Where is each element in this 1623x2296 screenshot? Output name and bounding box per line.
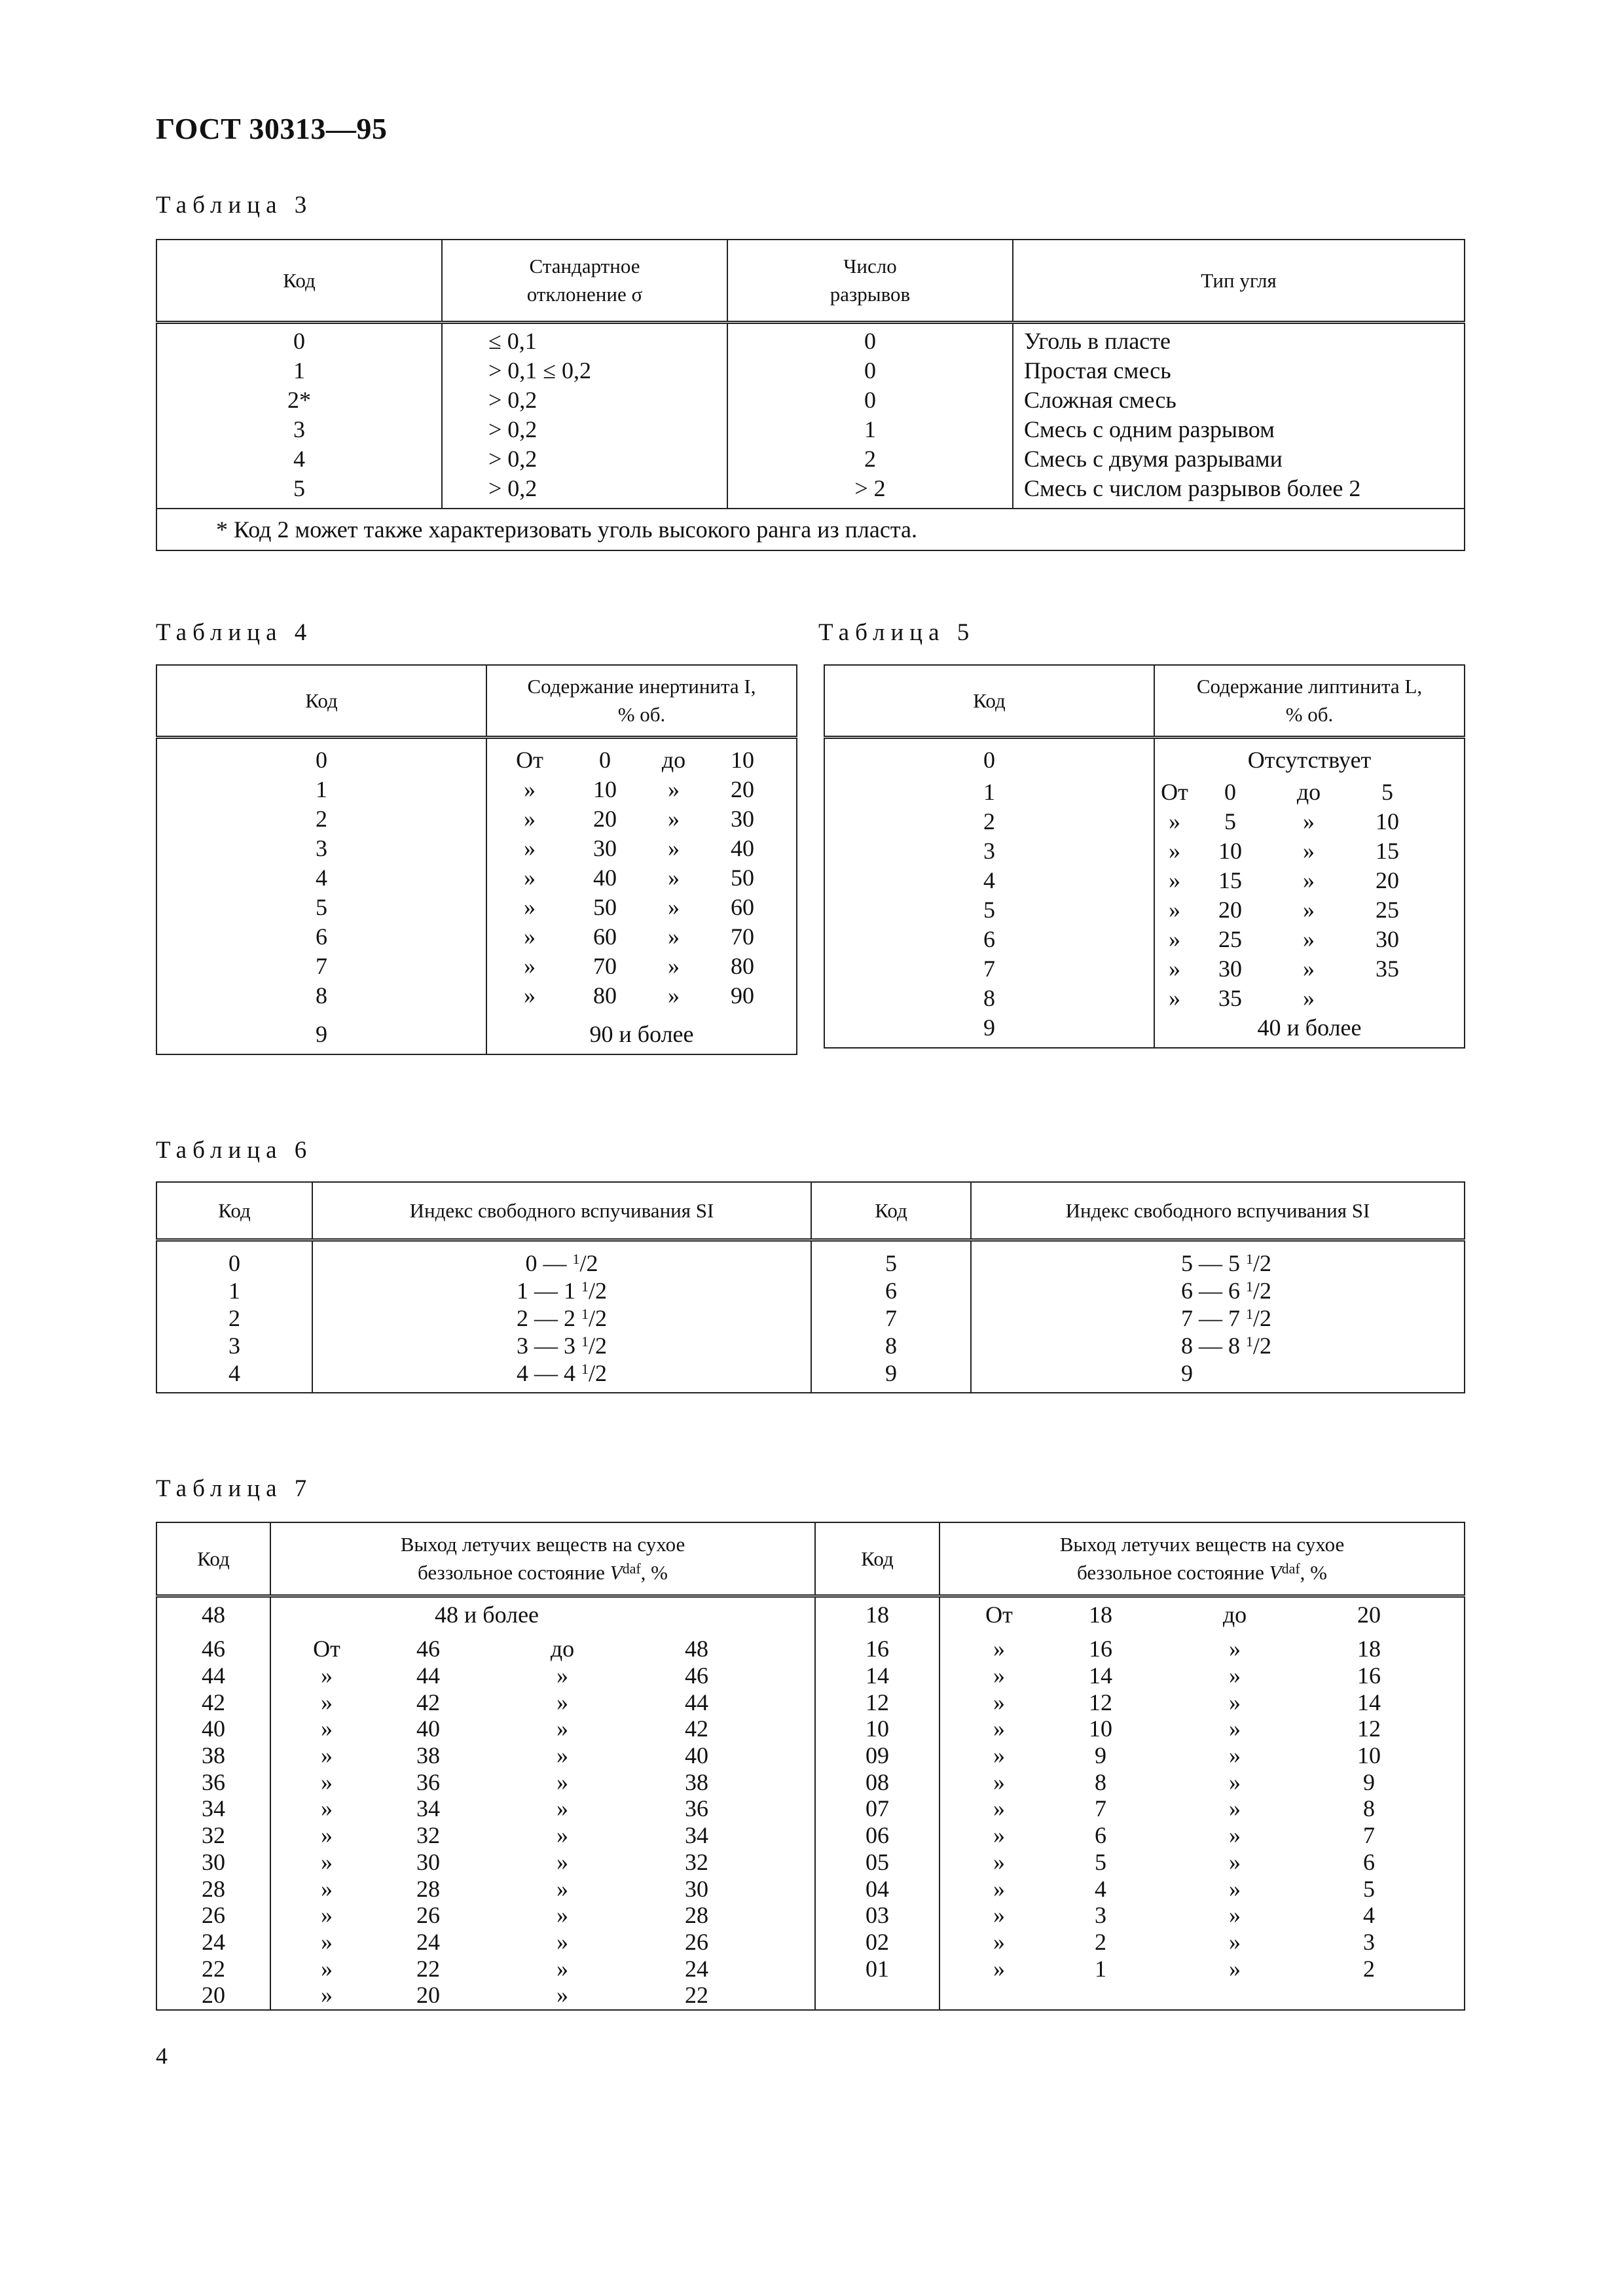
table-row: » 26 » 28 xyxy=(321,1902,708,1929)
table-cell: 3 xyxy=(293,416,305,442)
table-cell: 48 и более xyxy=(435,1601,539,1628)
table-row: » 36 » 38 xyxy=(321,1768,708,1795)
table-row: » 80 » 90 xyxy=(524,982,754,1009)
table-row: » 6 » 7 xyxy=(993,1822,1375,1849)
table-cell: 40 и более xyxy=(1257,1014,1362,1041)
table-cell: 5 xyxy=(885,1249,897,1276)
table-cell: 08 xyxy=(866,1768,889,1795)
table-cell: 1 — 1 $^1$/2 xyxy=(516,1277,607,1304)
table-cell: 07 xyxy=(866,1795,889,1822)
table-cell: 5 xyxy=(983,896,995,923)
table-cell: 6 — 6 $^1$/2 xyxy=(1181,1277,1272,1304)
table-cell: 4 xyxy=(983,867,995,893)
table-row: » 50 » 60 xyxy=(524,893,754,920)
table-7-ranges-left xyxy=(270,1596,815,2009)
table-row: » 30 » 40 xyxy=(524,834,754,861)
table-6-header-index-right: Индекс свободного вспучивания SI xyxy=(971,1182,1465,1240)
table-row: » 20 » 30 xyxy=(524,805,754,832)
table-cell: 48 xyxy=(202,1601,225,1628)
table-cell: Смесь с числом разрывов более 2 xyxy=(1024,475,1361,501)
table-cell: 40 xyxy=(202,1715,225,1742)
table-cell: 4 — 4 $^1$/2 xyxy=(516,1359,607,1386)
table-cell: > 0,2 xyxy=(488,445,538,472)
table-cell: 0 xyxy=(864,357,876,384)
table-cell: 3 xyxy=(316,834,327,861)
table-cell: 04 xyxy=(866,1875,889,1902)
table-cell: 1 xyxy=(983,778,995,805)
table-cell: 4 xyxy=(228,1359,240,1386)
table-3 xyxy=(156,239,1465,551)
table-row: » 28 » 30 xyxy=(321,1875,708,1902)
table-row: » 9 » 10 xyxy=(993,1742,1381,1769)
table-cell: 42 xyxy=(202,1689,225,1715)
table-4-codes xyxy=(156,737,486,1053)
table-row: » 10 » 12 xyxy=(993,1715,1381,1742)
table-cell: 28 xyxy=(202,1875,225,1902)
table-cell: 2 xyxy=(228,1304,240,1331)
table-cell: 2 xyxy=(316,805,327,832)
table-3-header-sigma: Стандартное отклонение σ xyxy=(442,240,727,322)
table-cell: 0 xyxy=(228,1249,240,1276)
table-6-header-index-left: Индекс свободного вспучивания SI xyxy=(312,1182,811,1240)
table-5-codes xyxy=(824,737,1154,1047)
table-row: От 0 до 5 xyxy=(1161,778,1393,805)
table-3-footnote: * Код 2 может также характеризовать уголь высокого ранга из пласта. xyxy=(156,509,1465,550)
table-cell: 5 xyxy=(293,475,305,501)
table-cell: 8 — 8 $^1$/2 xyxy=(1181,1332,1272,1359)
table-cell: 0 xyxy=(293,327,305,354)
table-cell: 01 xyxy=(866,1955,889,1982)
table-cell: Отсутствует xyxy=(1247,746,1372,773)
table-cell: 5 — 5 $^1$/2 xyxy=(1181,1249,1272,1276)
table-cell: 03 xyxy=(866,1902,889,1929)
table-6-ranges-right xyxy=(971,1240,1465,1391)
table-cell: 1 xyxy=(293,357,305,384)
table-cell: 06 xyxy=(866,1822,889,1849)
table-cell: 20 xyxy=(202,1982,225,2009)
table-cell: 26 xyxy=(202,1902,225,1929)
table-5-caption: Таблица 5 xyxy=(818,619,976,646)
table-row: » 3 » 4 xyxy=(993,1902,1375,1929)
table-cell: 6 xyxy=(885,1277,897,1304)
document-code: ГОСТ 30313—95 xyxy=(156,112,388,145)
table-cell: 4 xyxy=(316,864,327,891)
page-number: 4 xyxy=(156,2043,168,2069)
table-cell: 30 xyxy=(202,1848,225,1875)
table-cell: 24 xyxy=(202,1928,225,1955)
table-cell: 7 xyxy=(885,1304,897,1331)
table-cell: > 0,1 ≤ 0,2 xyxy=(488,357,592,384)
table-cell: Смесь с двумя разрывами xyxy=(1024,445,1283,472)
table-cell: 22 xyxy=(202,1955,225,1982)
table-cell: 3 xyxy=(983,837,995,864)
table-cell: 16 xyxy=(866,1636,889,1662)
table-6-caption: Таблица 6 xyxy=(156,1137,313,1164)
table-cell: 6 xyxy=(316,923,327,950)
table-7 xyxy=(156,1522,1465,2011)
table-row: » 20 » 25 xyxy=(1169,896,1399,923)
table-cell: 14 xyxy=(866,1662,889,1689)
table-cell: 8 xyxy=(983,984,995,1011)
table-row: » 38 » 40 xyxy=(321,1742,708,1769)
table-row: От 0 до 10 xyxy=(516,746,754,773)
table-row: От 18 до 20 xyxy=(985,1601,1381,1628)
table-row: » 35 » xyxy=(1169,984,1315,1011)
table-cell: ≤ 0,1 xyxy=(488,327,537,354)
table-cell: 7 xyxy=(316,952,327,979)
table-4-header-code: Код xyxy=(156,665,486,737)
table-cell: 0 xyxy=(983,746,995,773)
table-cell: 90 и более xyxy=(589,1020,694,1047)
table-cell: 0 xyxy=(316,746,327,773)
table-cell: > 2 xyxy=(854,475,886,501)
table-row: » 42 » 44 xyxy=(321,1689,708,1715)
table-cell: 34 xyxy=(202,1795,225,1822)
table-cell: 10 xyxy=(866,1715,889,1742)
table-4 xyxy=(156,664,797,1055)
table-3-breaks xyxy=(727,322,1013,509)
table-cell: 2 xyxy=(864,445,876,472)
table-cell: 7 xyxy=(983,955,995,982)
table-row: » 30 » 32 xyxy=(321,1848,708,1875)
table-5-header-code: Код xyxy=(824,665,1154,737)
table-row: » 15 » 20 xyxy=(1169,867,1399,893)
table-3-caption: Таблица 3 xyxy=(156,192,313,219)
table-row: » 5 » 10 xyxy=(1169,808,1399,834)
table-cell: 18 xyxy=(866,1601,889,1628)
table-cell: 8 xyxy=(316,982,327,1009)
table-cell: 12 xyxy=(866,1689,889,1715)
table-7-codes-left xyxy=(156,1596,270,2009)
table-cell: 3 — 3 $^1$/2 xyxy=(516,1332,607,1359)
table-cell: 7 — 7 $^1$/2 xyxy=(1181,1304,1272,1331)
table-row: » 30 » 35 xyxy=(1169,955,1399,982)
table-4-ranges xyxy=(486,737,797,1053)
table-6 xyxy=(156,1181,1465,1393)
table-6-codes-left xyxy=(156,1240,312,1391)
table-cell: 2 — 2 $^1$/2 xyxy=(516,1304,607,1331)
table-7-header-yield-right: Выход летучих веществ на сухое беззольное состояние $V^{daf}$, % xyxy=(939,1522,1465,1596)
table-row: » 1 » 2 xyxy=(993,1955,1375,1982)
table-row: » 20 » 22 xyxy=(321,1982,708,2009)
table-row: » 8 » 9 xyxy=(993,1768,1375,1795)
table-cell: 9 xyxy=(983,1014,995,1041)
table-cell: 0 xyxy=(864,327,876,354)
table-cell: 2* xyxy=(287,386,311,413)
table-row: » 10 » 20 xyxy=(524,776,754,802)
table-cell: 38 xyxy=(202,1742,225,1769)
table-row: » 10 » 15 xyxy=(1169,837,1399,864)
table-cell: > 0,2 xyxy=(488,416,538,442)
table-cell: 9 xyxy=(316,1020,327,1047)
table-row: » 24 » 26 xyxy=(321,1928,708,1955)
table-4-caption: Таблица 4 xyxy=(156,619,313,646)
table-3-header-type: Тип угля xyxy=(1013,240,1465,322)
table-3-codes xyxy=(156,322,442,509)
table-3-sigma xyxy=(442,322,727,509)
table-row: » 44 » 46 xyxy=(321,1662,708,1689)
table-row: От 46 до 48 xyxy=(313,1636,708,1662)
table-cell: 8 xyxy=(885,1332,897,1359)
table-6-ranges-left xyxy=(312,1240,811,1391)
table-6-header-code-left: Код xyxy=(156,1182,312,1240)
table-cell: 0 xyxy=(864,386,876,413)
table-cell: 9 xyxy=(1181,1359,1193,1386)
table-cell: > 0,2 xyxy=(488,475,538,501)
table-cell: Сложная смесь xyxy=(1024,386,1176,413)
table-cell: 9 xyxy=(885,1359,897,1386)
table-7-header-yield-left: Выход летучих веществ на сухое беззольное состояние $V^{daf}$, % xyxy=(270,1522,815,1596)
table-row: » 22 » 24 xyxy=(321,1955,708,1982)
table-6-header-code-right: Код xyxy=(811,1182,971,1240)
table-row: » 12 » 14 xyxy=(993,1689,1381,1715)
table-6-codes-right xyxy=(811,1240,971,1391)
table-cell: 02 xyxy=(866,1928,889,1955)
table-cell: 36 xyxy=(202,1768,225,1795)
table-7-header-code-left: Код xyxy=(156,1522,270,1596)
table-cell: 1 xyxy=(316,776,327,802)
table-cell: Уголь в пласте xyxy=(1024,327,1171,354)
table-5-ranges xyxy=(1154,737,1465,1047)
table-cell: 46 xyxy=(202,1636,225,1662)
table-row: » 32 » 34 xyxy=(321,1822,708,1849)
table-row: » 40 » 50 xyxy=(524,864,754,891)
table-cell: Простая смесь xyxy=(1024,357,1171,384)
table-cell: 4 xyxy=(293,445,305,472)
table-7-codes-right xyxy=(815,1596,939,2009)
table-row: » 60 » 70 xyxy=(524,923,754,950)
table-3-header-breaks: Число разрывов xyxy=(727,240,1013,322)
table-5 xyxy=(824,664,1465,1049)
table-row: » 4 » 5 xyxy=(993,1875,1375,1902)
table-row: » 34 » 36 xyxy=(321,1795,708,1822)
table-3-types xyxy=(1013,322,1465,509)
table-cell: 3 xyxy=(228,1332,240,1359)
table-row: » 14 » 16 xyxy=(993,1662,1381,1689)
table-row: » 7 » 8 xyxy=(993,1795,1375,1822)
table-cell: 6 xyxy=(983,925,995,952)
table-5-header-content: Содержание липтинита L, % об. xyxy=(1154,665,1465,737)
table-7-header-code-right: Код xyxy=(815,1522,939,1596)
table-row: » 5 » 6 xyxy=(993,1848,1375,1875)
table-3-header-code: Код xyxy=(156,240,442,322)
table-cell: 44 xyxy=(202,1662,225,1689)
table-row: » 2 » 3 xyxy=(993,1928,1375,1955)
table-cell: 09 xyxy=(866,1742,889,1769)
table-row: » 25 » 30 xyxy=(1169,925,1399,952)
table-cell: 2 xyxy=(983,808,995,834)
table-cell: 05 xyxy=(866,1848,889,1875)
table-row: » 40 » 42 xyxy=(321,1715,708,1742)
table-cell: 5 xyxy=(316,893,327,920)
table-cell: 0 — $^1$/2 xyxy=(525,1249,598,1276)
table-cell: 1 xyxy=(864,416,876,442)
table-row: » 70 » 80 xyxy=(524,952,754,979)
table-cell: > 0,2 xyxy=(488,386,538,413)
table-4-header-content: Содержание инертинита I, % об. xyxy=(486,665,797,737)
table-cell: 32 xyxy=(202,1822,225,1849)
table-7-ranges-right xyxy=(939,1596,1465,2009)
table-cell: Смесь с одним разрывом xyxy=(1024,416,1275,442)
table-7-caption: Таблица 7 xyxy=(156,1475,313,1502)
table-row: » 16 » 18 xyxy=(993,1636,1381,1662)
table-cell: 1 xyxy=(228,1277,240,1304)
